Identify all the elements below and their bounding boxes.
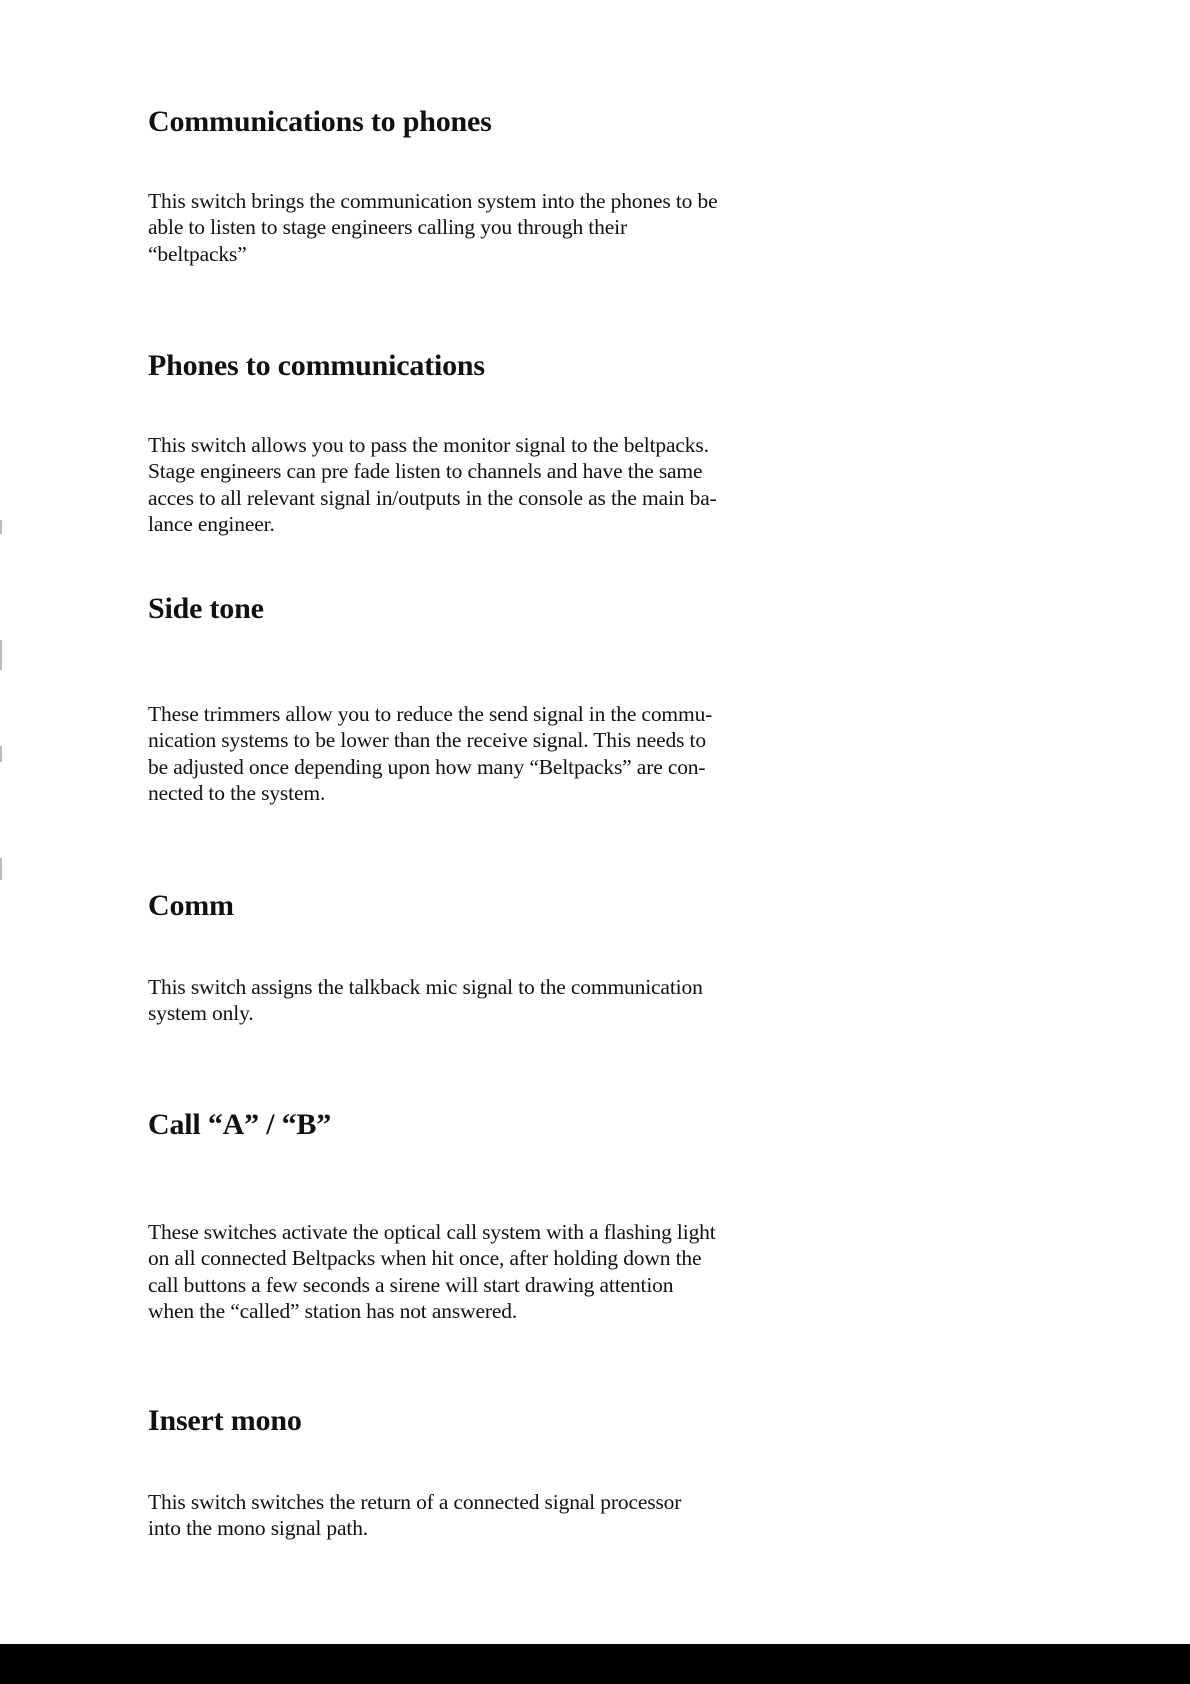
- section-body: These trimmers allow you to reduce the send signal in the commu- nication systems to be lower than the receive signal. This needs to be adjusted once depending upon how many “Beltpacks” are con- nected to the system.: [148, 702, 713, 805]
- section-insert-mono: [148, 1403, 808, 1541]
- scan-edge-mark: [0, 520, 2, 534]
- section-heading: Communications to phones: [148, 105, 492, 138]
- section-comm: [148, 888, 808, 1026]
- section-body: This switch assigns the talkback mic signal to the communication system only.: [148, 975, 703, 1026]
- section-heading: Insert mono: [148, 1404, 302, 1437]
- section-side-tone: [148, 591, 808, 805]
- section-heading: Phones to communications: [148, 349, 485, 382]
- section-body: This switch switches the return of a connected signal processor into the mono signal path.: [148, 1490, 682, 1541]
- section-heading: Side tone: [148, 592, 264, 625]
- section-body: This switch allows you to pass the monitor signal to the beltpacks. Stage engineers can pre fade listen to channels and have the same acces to all relevant signal in/outputs in the console as the main ba- lance engineer.: [148, 433, 717, 536]
- scan-edge-mark: [0, 640, 2, 670]
- scan-edge-mark: [0, 746, 2, 762]
- section-heading: Call “A” / “B”: [148, 1108, 332, 1141]
- section-body: This switch brings the communication system into the phones to be able to listen to stage engineers calling you through their “beltpacks”: [148, 189, 718, 266]
- scan-edge-mark: [0, 858, 2, 880]
- section-phones-to-communications: [148, 348, 808, 536]
- section-body: These switches activate the optical call system with a flashing light on all connected Beltpacks when hit once, after holding down the call buttons a few seconds a sirene will start drawing attention when the “called” station has not answered.: [148, 1220, 716, 1323]
- scan-bottom-border: [0, 1644, 1190, 1684]
- section-communications-to-phones: [148, 104, 808, 266]
- section-call-a-b: [148, 1107, 808, 1323]
- section-heading: Comm: [148, 889, 234, 922]
